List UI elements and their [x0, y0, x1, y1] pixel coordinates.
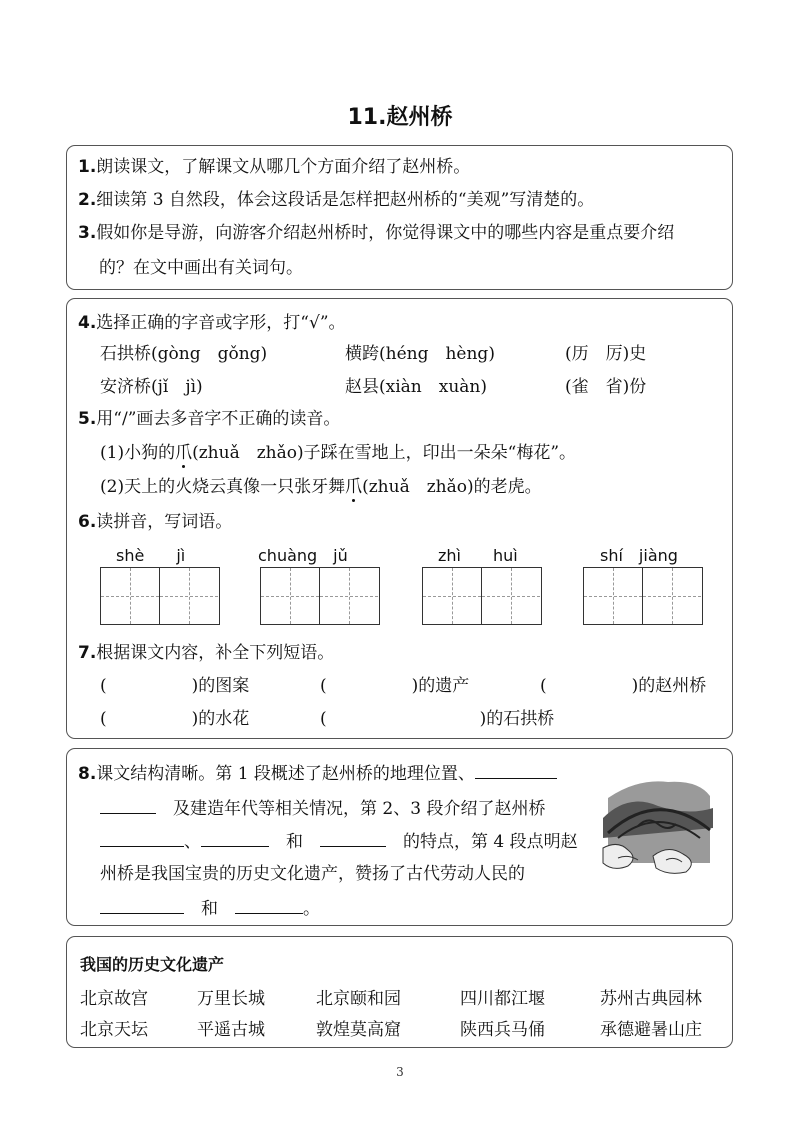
question-text: 读拼音，写词语。 [96, 512, 233, 532]
pinyin-label: shè jì [116, 546, 186, 565]
question-8-line3: 、 和 的特点，第 4 段点明赵 [100, 830, 578, 853]
phrase-blank[interactable]: ( )的水花 [100, 709, 250, 729]
question-text: 假如你是导游，向游客介绍赵州桥时，你觉得课文中的哪些内容是重点要介绍 [96, 223, 675, 243]
choice-item: 石拱桥(gòng gǒng) [100, 344, 268, 364]
heritage-item: 承德避暑山庄 [600, 1020, 702, 1040]
question-number: 8. [78, 764, 97, 784]
answer-blank[interactable] [100, 830, 184, 847]
question-number: 1. [78, 157, 97, 177]
question-number: 5. [78, 409, 97, 429]
question-number: 3. [78, 223, 97, 243]
question-6 [78, 511, 232, 533]
question-number: 4. [78, 313, 97, 333]
pinyin-label: chuàng jǔ [258, 546, 348, 565]
writing-grid[interactable] [583, 567, 703, 625]
phrase-blank[interactable]: ( )的石拱桥 [320, 709, 555, 729]
question-1 [78, 156, 470, 178]
heritage-heading: 我国的历史文化遗产 [80, 955, 225, 974]
question-3-continued [99, 257, 303, 279]
choice-item: 安济桥(jǐ jì) [100, 377, 203, 397]
polyphone-char: 爪 [345, 477, 363, 497]
question-4 [78, 312, 346, 334]
heritage-item: 北京天坛 [80, 1020, 148, 1040]
phrase-blank[interactable]: ( )的图案 [100, 676, 250, 696]
heritage-item: 万里长城 [197, 989, 265, 1009]
writing-grid[interactable] [260, 567, 380, 625]
question-text: 选择正确的字音或字形，打“√”。 [96, 313, 346, 333]
heritage-item: 平遥古城 [197, 1020, 265, 1040]
heritage-item: 北京颐和园 [316, 989, 401, 1009]
heritage-item: 北京故宫 [80, 989, 148, 1009]
question-8-line5: 和 。 [100, 897, 320, 920]
pinyin-label: shí jiàng [600, 546, 678, 565]
question-7 [78, 642, 334, 664]
question-text: 用“/”画去多音字不正确的读音。 [96, 409, 341, 429]
choice-item: 赵县(xiàn xuàn) [345, 377, 487, 397]
phrase-blank[interactable]: ( )的赵州桥 [540, 676, 707, 696]
choice-item: (雀 省)份 [565, 377, 647, 397]
phrase-blank[interactable]: ( )的遗产 [320, 676, 470, 696]
pinyin-label: zhì huì [438, 546, 518, 565]
page-title: 11.赵州桥 [347, 105, 453, 130]
question-8-line4: 州桥是我国宝贵的历史文化遗产，赞扬了古代劳动人民的 [100, 864, 525, 884]
question-8-line2: 及建造年代等相关情况，第 2、3 段介绍了赵州桥 [100, 797, 545, 820]
question-number: 7. [78, 643, 97, 663]
choice-item: 横跨(héng hèng) [345, 344, 495, 364]
writing-grid[interactable] [422, 567, 542, 625]
answer-blank[interactable] [320, 830, 386, 847]
heritage-item: 敦煌莫高窟 [316, 1020, 401, 1040]
sentence-2: (2)天上的火烧云真像一只张牙舞爪(zhuǎ zhǎo)的老虎。 [100, 477, 542, 497]
answer-blank[interactable] [235, 897, 303, 914]
sentence-1: (1)小狗的爪(zhuǎ zhǎo)子踩在雪地上，印出一朵朵“梅花”。 [100, 443, 577, 463]
heritage-item: 陕西兵马俑 [460, 1020, 545, 1040]
heritage-item: 苏州古典园林 [600, 989, 702, 1009]
answer-blank[interactable] [475, 762, 557, 779]
page-number: 3 [396, 1065, 404, 1079]
bridge-illustration [598, 768, 718, 878]
heritage-item: 四川都江堰 [460, 989, 545, 1009]
question-text: 根据课文内容，补全下列短语。 [96, 643, 335, 663]
choice-item: (历 厉)史 [565, 344, 647, 364]
question-3 [78, 222, 674, 244]
answer-blank[interactable] [100, 797, 156, 814]
question-number: 2. [78, 190, 97, 210]
answer-blank[interactable] [100, 897, 184, 914]
question-8: 8.课文结构清晰。第 1 段概述了赵州桥的地理位置、 [78, 762, 557, 785]
writing-grid[interactable] [100, 567, 220, 625]
question-text: 细读第 3 自然段，体会这段话是怎样把赵州桥的“美观”写清楚的。 [96, 190, 595, 210]
question-5 [78, 408, 340, 430]
question-text: 的？在文中画出有关词句。 [99, 258, 303, 278]
question-text: 朗读课文，了解课文从哪几个方面介绍了赵州桥。 [96, 157, 471, 177]
answer-blank[interactable] [201, 830, 269, 847]
question-number: 6. [78, 512, 97, 532]
polyphone-char: 爪 [175, 443, 193, 463]
question-2 [78, 189, 594, 211]
